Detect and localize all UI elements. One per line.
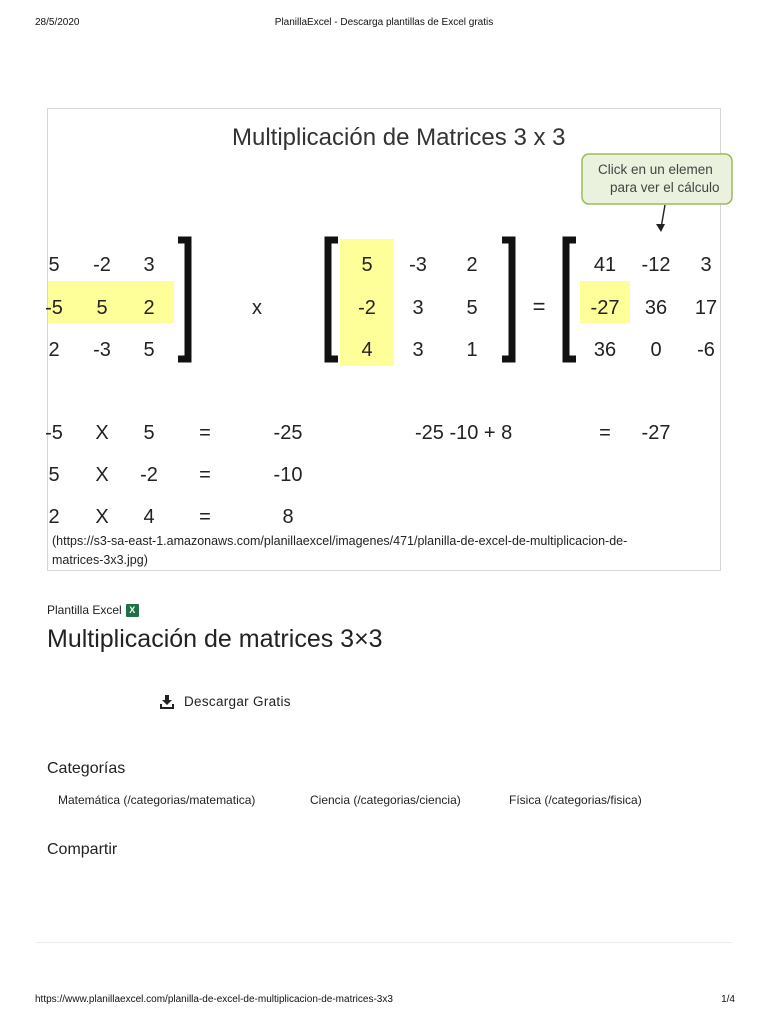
highlight-row-a [48, 281, 174, 323]
calculation-rows [45, 422, 302, 528]
image-caption-line-2: matrices-3x3.jpg) [52, 553, 148, 567]
download-label: Descargar Gratis [184, 694, 291, 709]
matrix-b-cell: 1 [466, 339, 478, 361]
matrix-illustration [45, 109, 722, 572]
calc-cell: X [95, 464, 109, 486]
result-cell: 17 [694, 297, 718, 319]
matrix-a-cell: -3 [93, 339, 111, 361]
matrix-b-cell: 5 [466, 297, 478, 319]
image-caption [52, 532, 702, 570]
result-cell: 41 [593, 254, 617, 276]
result-cell: 3 [700, 254, 712, 276]
result-cell: -12 [641, 254, 671, 276]
excel-icon: X [126, 604, 139, 617]
matrix-a-cell: 5 [48, 254, 60, 276]
calc-cell: -10 [273, 464, 303, 486]
tooltip-arrowhead [656, 224, 665, 232]
download-button[interactable] [160, 694, 291, 709]
share-heading: Compartir [47, 841, 118, 858]
divider [36, 942, 732, 943]
calc-cell: X [95, 506, 109, 528]
breadcrumb-label[interactable]: Plantilla Excel [47, 603, 122, 617]
print-url: https://www.planillaexcel.com/planilla-de-excel-de-multiplicacion-de-matrices-3x3 [35, 994, 393, 1005]
result-cell: -27 [590, 297, 620, 319]
matrix-b-cell: 5 [361, 254, 373, 276]
matrix-b-cell: 4 [361, 339, 373, 361]
page-title: Multiplicación de matrices 3×3 [47, 625, 383, 653]
download-icon [160, 695, 174, 709]
print-header [0, 17, 768, 31]
equals-operator: = [532, 294, 546, 319]
sum-expression: -25 -10 + 8 [415, 422, 513, 444]
image-caption-line-1: (https://s3-sa-east-1.amazonaws.com/planillaexcel/imagenes/471/planilla-de-excel-de-multiplicacion-de- [52, 534, 628, 548]
print-footer [0, 994, 768, 1008]
calc-cell: 5 [48, 464, 60, 486]
categories-heading: Categorías [47, 760, 126, 777]
tooltip-line-1: Click en un elemen [598, 162, 713, 177]
print-page-title: PlanillaExcel - Descarga plantillas de Excel gratis [274, 17, 494, 28]
print-page-number: 1/4 [721, 994, 735, 1005]
result-matrix [591, 254, 718, 361]
calc-cell: 4 [143, 506, 155, 528]
result-cell: 0 [650, 339, 662, 361]
times-operator: x [252, 297, 262, 319]
matrix-b-cell: 3 [412, 297, 424, 319]
result-left-bracket [566, 240, 576, 359]
matrix-a-cell: -2 [93, 254, 111, 276]
matrix-b-cell: -3 [409, 254, 427, 276]
breadcrumb[interactable] [47, 603, 139, 617]
matrix-a-cell: 2 [48, 339, 60, 361]
category-link-matematica[interactable]: Matemática (/categorias/matematica) [58, 793, 256, 807]
illustration-title: Multiplicación de Matrices 3 x 3 [232, 124, 566, 151]
calc-cell: 2 [48, 506, 60, 528]
calc-cell: = [199, 506, 211, 528]
sum-result: -27 [641, 422, 671, 444]
matrix-a-cell: -5 [45, 297, 63, 319]
matrix-a-right-bracket [178, 240, 188, 359]
result-cell: 36 [593, 339, 617, 361]
calc-cell: -25 [273, 422, 303, 444]
calc-cell: X [95, 422, 109, 444]
result-cell: 36 [644, 297, 668, 319]
matrix-a-cell: 3 [143, 254, 155, 276]
matrix-a-cell: 5 [143, 339, 155, 361]
calc-cell: -5 [45, 422, 63, 444]
calc-cell: -2 [140, 464, 158, 486]
tooltip-bubble [582, 154, 732, 204]
calc-cell: = [199, 464, 211, 486]
tooltip-line-2: para ver el cálculo [610, 180, 720, 195]
sum-equals: = [599, 422, 611, 444]
category-link-fisica[interactable]: Física (/categorias/fisica) [509, 793, 642, 807]
matrix-b-cell: 2 [466, 254, 478, 276]
matrix-a-cell: 2 [143, 297, 155, 319]
matrix-a-cell: 5 [96, 297, 108, 319]
matrix-preview-image [47, 108, 721, 571]
calc-cell: 5 [143, 422, 155, 444]
result-cell: -6 [697, 339, 715, 361]
matrix-b-right-bracket [502, 240, 512, 359]
matrix-b-cell: -2 [358, 297, 376, 319]
calc-cell: 8 [282, 506, 294, 528]
calc-cell: = [199, 422, 211, 444]
category-link-ciencia[interactable]: Ciencia (/categorias/ciencia) [310, 793, 461, 807]
matrix-b-cell: 3 [412, 339, 424, 361]
matrix-b-left-bracket [328, 240, 338, 359]
print-date: 28/5/2020 [35, 17, 80, 28]
